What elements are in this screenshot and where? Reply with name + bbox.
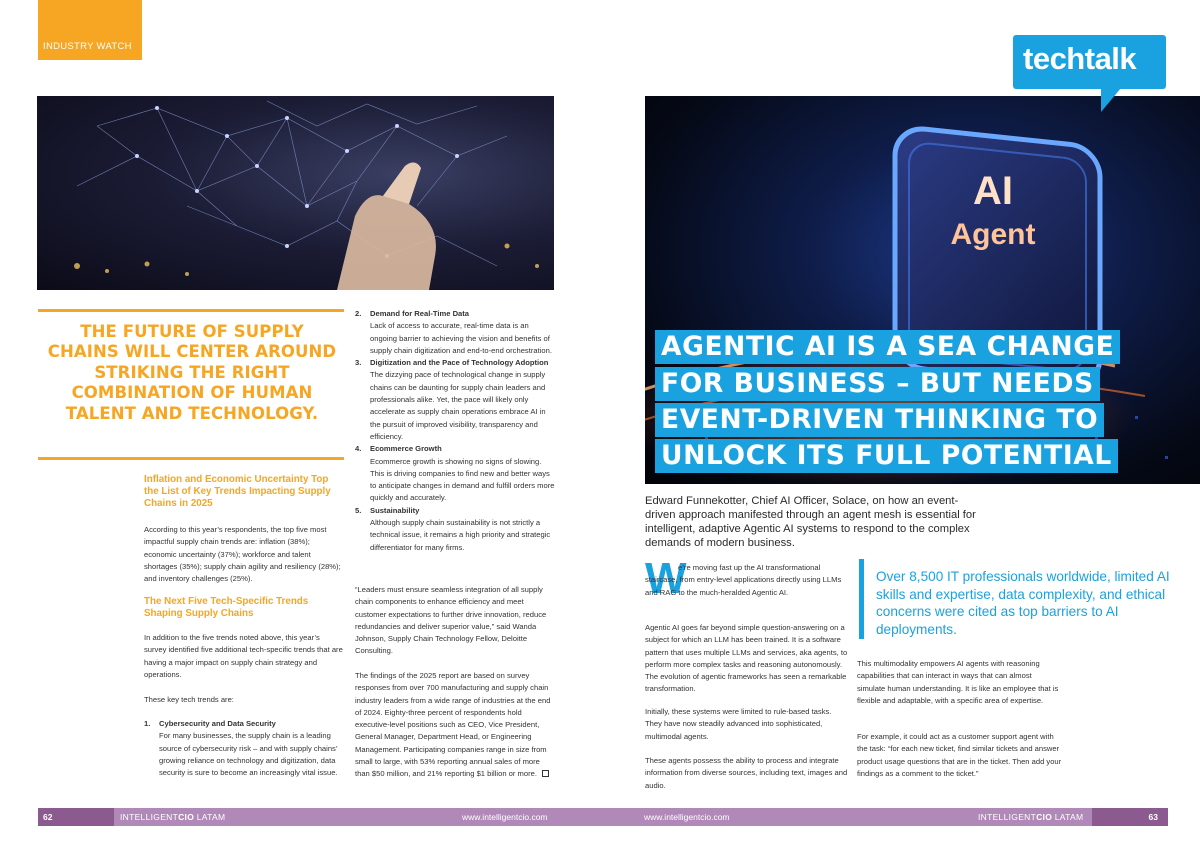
paragraph-reasoning: This multimodality empowers AI agents with reasoning capabilities that can interact in ways that can almost simulate human understanding. It is like an employee that is flexible and adaptable, with a specific area of expertise. bbox=[857, 659, 1059, 705]
brand-bold: CIO bbox=[178, 812, 195, 822]
paragraph-trends: According to this year’s respondents, the top five most impactful supply chain trends are: inflation (38%); economic uncertainty (37%); workforce and talent shortages (35%); supply chain agility and resiliency (28%); and inventory challenges (25%). bbox=[144, 525, 341, 584]
brand-prefix: INTELLIGENT bbox=[978, 812, 1037, 822]
pull-quote-bar bbox=[859, 559, 864, 639]
paragraph-key-trends: These key tech trends are: bbox=[144, 695, 234, 704]
paragraph-leaders-quote: “Leaders must ensure seamless integration of all supply chain components to enhance efficiency and meet customer expectations to further drive innovation, reduce redundancies and deliver superior value,” said Wanda Johnson, Supply Chain Technology Fellow, Deloitte Consulting. bbox=[355, 585, 547, 656]
trend-title: Ecommerce Growth bbox=[370, 444, 442, 454]
headline-line-2: FOR BUSINESS – BUT NEEDS bbox=[655, 367, 1100, 401]
headline-line-4: UNLOCK ITS FULL POTENTIAL bbox=[655, 439, 1118, 473]
brand-bold: CIO bbox=[1036, 812, 1053, 822]
trend-item bbox=[355, 505, 555, 554]
techtalk-logo bbox=[1013, 35, 1166, 89]
pull-quote-rule-top bbox=[38, 309, 344, 312]
left-url: www.intelligentcio.com bbox=[462, 812, 548, 822]
network-illustration bbox=[37, 96, 554, 290]
trend-title: Cybersecurity and Data Security bbox=[159, 719, 276, 728]
right-url: www.intelligentcio.com bbox=[644, 812, 730, 822]
supply-chain-network-image bbox=[37, 96, 554, 290]
trend-text: Lack of access to accurate, real-time data is an ongoing barrier to achieving the vision and benefits of supply chain digitization and end-to-end orchestration. bbox=[370, 321, 552, 355]
subhead-tech-trends: The Next Five Tech-Specific Trends Shaping Supply Chains bbox=[144, 596, 309, 619]
techtalk-logo-text: techtalk bbox=[1023, 41, 1137, 76]
trend-item bbox=[355, 443, 555, 504]
trend-text: Although supply chain sustainability is not strictly a technical issue, it remains a high priority and strategic differentiator for many firms. bbox=[370, 518, 551, 552]
brand-suffix: LATAM bbox=[194, 812, 226, 822]
right-brand bbox=[978, 808, 1083, 826]
trend-number: 3. bbox=[355, 358, 362, 368]
pull-quote-right: Over 8,500 IT professionals worldwide, limited AI skills and expertise, data complexity, and ethical concerns were cited as top barriers to AI deployments. bbox=[876, 569, 1170, 637]
left-page-number: 62 bbox=[38, 808, 114, 826]
headline-line-3: EVENT-DRIVEN THINKING TO bbox=[655, 403, 1104, 437]
paragraph-agentic-ai: Agentic AI goes far beyond simple question-answering on a subject for which an LLM has been trained. It is a software pattern that uses multiple LLMs and services, aka agents, to perform more complex tasks and reasoning autonomously. The evolution of agentic frameworks has seen a remarkable transformation. bbox=[645, 623, 848, 694]
subhead-inflation: Inflation and Economic Uncertainty Top the List of Key Trends Impacting Supply Chains in 2025 bbox=[144, 474, 331, 509]
trend-item bbox=[355, 357, 555, 443]
paragraph-findings bbox=[355, 670, 553, 781]
trend-list-col1 bbox=[144, 718, 348, 779]
section-tag: INDUSTRY WATCH bbox=[43, 41, 132, 52]
trend-text: The dizzying pace of technological change in supply chains can be daunting for supply chain leaders and professionals alike. Yet, the pace will likely only accelerate as supply chain operations embrace AI in the pursuit of improved visibility, transparency and efficiency. bbox=[370, 370, 546, 441]
speech-bubble-tail bbox=[1101, 88, 1121, 112]
paragraph-rule-based: Initially, these systems were limited to rule-based tasks. They have now steadily advanced into sophisticated, multimodal agents. bbox=[645, 707, 832, 741]
standfirst: Edward Funnekotter, Chief AI Officer, Solace, on how an event-driven approach manifested through an agent mesh is essential for intelligent, adaptive Agentic AI systems to respond to the complex demands of modern business. bbox=[645, 495, 976, 549]
findings-text: The findings of the 2025 report are based on survey responses from over 700 manufacturing and supply chain industry leaders from a wide range of industries at the end of 2024. Eighty-three percent of respondents hold executive-level positions such as CEO, Vice President, General Manager, Department Head, or Engineering Management. Participating companies range in size from small to large, with 53% reporting annual sales of more than $50 million, and 21% reporting $1 billion or more. bbox=[355, 671, 551, 779]
end-mark-icon bbox=[542, 770, 549, 777]
trend-list-col2 bbox=[355, 308, 555, 554]
left-brand bbox=[120, 808, 225, 826]
headline-line-1: AGENTIC AI IS A SEA CHANGE bbox=[655, 330, 1120, 364]
trend-number: 2. bbox=[355, 309, 362, 318]
paragraph-example: For example, it could act as a customer support agent with the task: “for each new ticket, find similar tickets and answer product usage questions that are in the ticket. Then add your findings as a comment to the ticket.” bbox=[857, 732, 1062, 778]
drop-cap: W bbox=[645, 554, 687, 603]
trend-title: Digitization and the Pace of Technology Adoption bbox=[370, 358, 549, 368]
right-page-number: 63 bbox=[1092, 808, 1168, 826]
trend-text: For many businesses, the supply chain is a leading source of cybersecurity risk – and with supply chains’ growing reliance on technology and digitization, data security is sure to become an increasingly vital issue. bbox=[159, 731, 338, 778]
paragraph-five-trends: In addition to the five trends noted above, this year’s survey identified five additional tech-specific trends that are having a major impact on supply chain strategy and operations. bbox=[144, 633, 343, 679]
trend-title: Sustainability bbox=[370, 505, 420, 515]
brand-prefix: INTELLIGENT bbox=[120, 812, 179, 822]
pull-quote-rule-bottom bbox=[38, 457, 344, 460]
image-text-ai: AI bbox=[973, 169, 1013, 213]
trend-number: 5. bbox=[355, 505, 362, 515]
brand-suffix: LATAM bbox=[1052, 812, 1084, 822]
trend-text: Ecommerce growth is showing no signs of slowing. This is driving companies to find new and better ways to anticipate changes in demand and fulfill orders more quickly and accurately. bbox=[370, 456, 555, 503]
trend-number: 1. bbox=[144, 719, 151, 728]
image-text-agent: Agent bbox=[950, 218, 1036, 251]
paragraph-multimodal: These agents possess the ability to process and integrate information from diverse sources, including text, images and audio. bbox=[645, 756, 848, 790]
footer-bar bbox=[38, 808, 1168, 826]
trend-number: 4. bbox=[355, 444, 362, 454]
trend-title: Demand for Real-Time Data bbox=[370, 309, 470, 318]
section-tag-box bbox=[38, 0, 142, 60]
intro-paragraph: e’re moving fast up the AI transformational staircase, from entry-level applications directly using LLMs and RAG to the much-heralded Agentic AI. bbox=[645, 563, 842, 597]
pull-quote: THE FUTURE OF SUPPLY CHAINS WILL CENTER AROUND STRIKING THE RIGHT COMBINATION OF HUMAN TALENT AND TECHNOLOGY. bbox=[47, 322, 337, 423]
trend-item bbox=[144, 718, 348, 779]
trend-item bbox=[355, 308, 555, 357]
